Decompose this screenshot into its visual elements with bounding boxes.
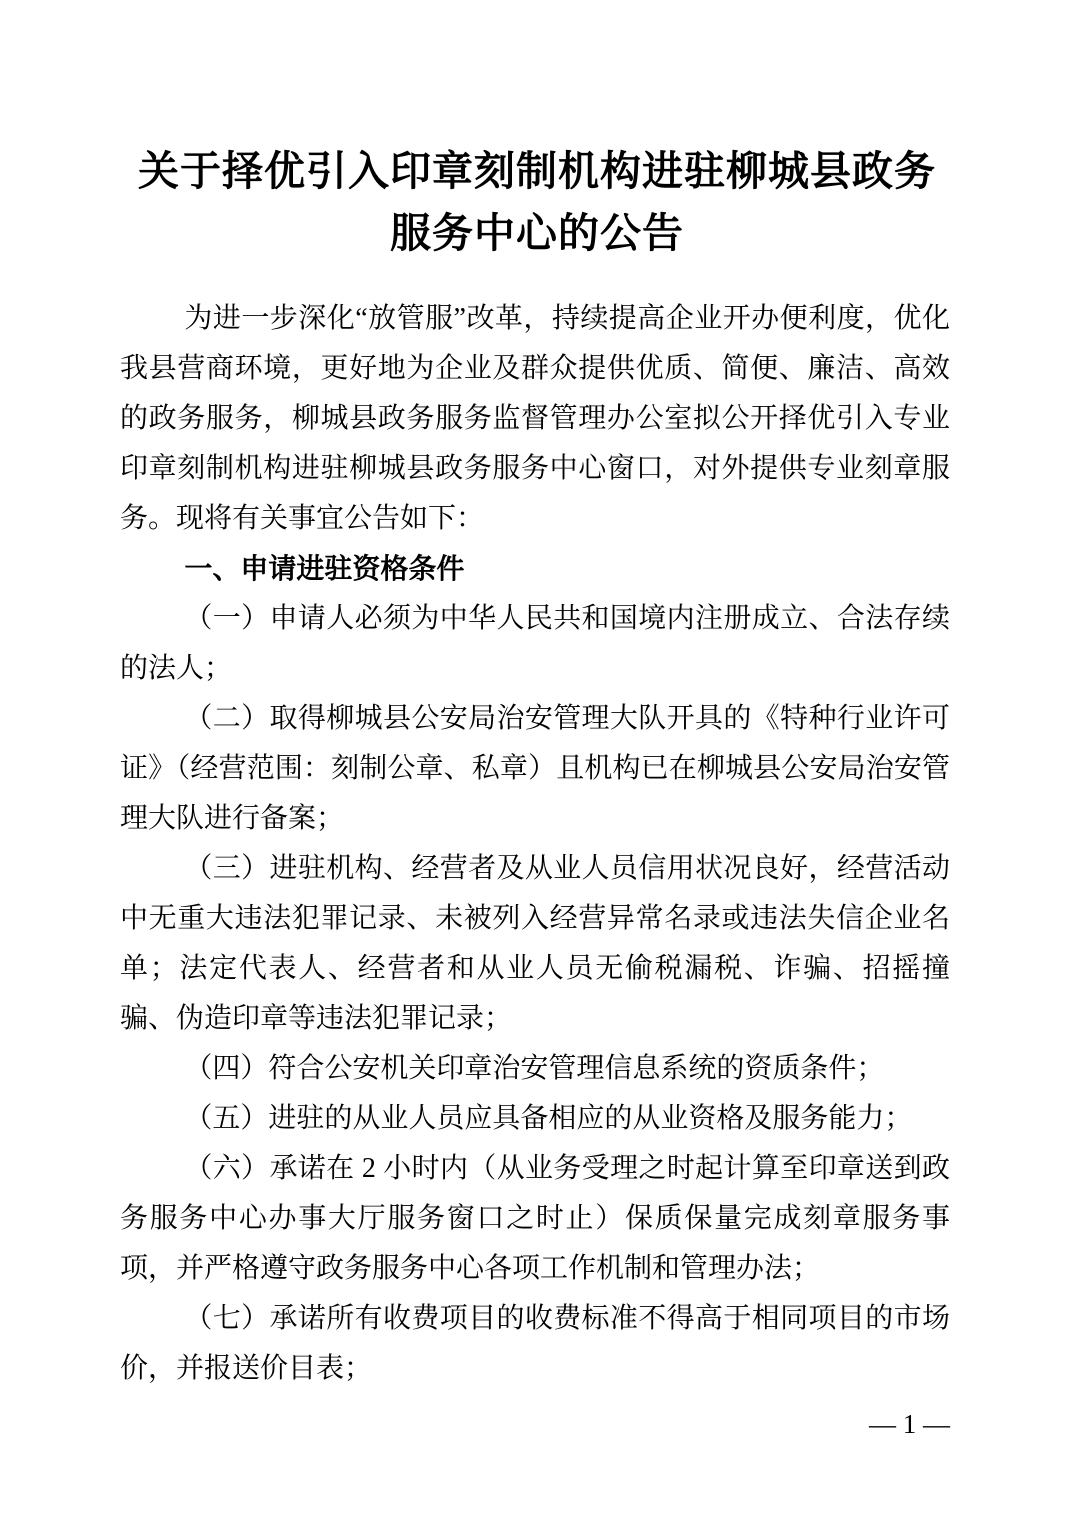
section-heading: 一、申请进驻资格条件 [184,553,465,584]
page-footer [869,1404,950,1444]
body-paragraph: （六）承诺在 2 小时内（从业务受理之时起计算至印章送到政务服务中心办事大厅服务窗口之时止）保质保量完成刻章服务事项，并严格遵守政务服务中心各项工作机制和管理办法； [120,1153,950,1284]
body-paragraph: （四）符合公安机关印章治安管理信息系统的资质条件； [184,1053,885,1084]
page-number: — 1 — [869,1409,950,1439]
document-body [120,294,950,1394]
body-paragraph: （七）承诺所有收费项目的收费标准不得高于相同项目的市场价，并报送价目表； [120,1303,950,1384]
document-title-line-1: 关于择优引入印章刻制机构进驻柳城县政务 [138,148,936,194]
body-paragraph: （五）进驻的从业人员应具备相应的从业资格及服务能力； [184,1103,913,1134]
document-title-line-2: 服务中心的公告 [390,210,684,256]
body-paragraph: 为进一步深化“放管服”改革，持续提高企业开办便利度，优化我县营商环境，更好地为企业及群众提供优质、简便、廉洁、高效的政务服务，柳城县政务服务监督管理办公室拟公开择优引入专业印章刻制机构进驻柳城县政务服务中心窗口，对外提供专业刻章服务。现将有关事宜公告如下： [120,303,950,534]
body-paragraph: （一）申请人必须为中华人民共和国境内注册成立、合法存续的法人； [120,603,950,684]
document-title [0,0,1074,264]
body-paragraph: （二）取得柳城县公安局治安管理大队开具的《特种行业许可证》（经营范围：刻制公章、私章）且机构已在柳城县公安局治安管理大队进行备案； [120,703,950,834]
body-paragraph: （三）进驻机构、经营者及从业人员信用状况良好，经营活动中无重大违法犯罪记录、未被列入经营异常名录或违法失信企业名单；法定代表人、经营者和从业人员无偷税漏税、诈骗、招摇撞骗、伪造印章等违法犯罪记录； [120,853,950,1034]
